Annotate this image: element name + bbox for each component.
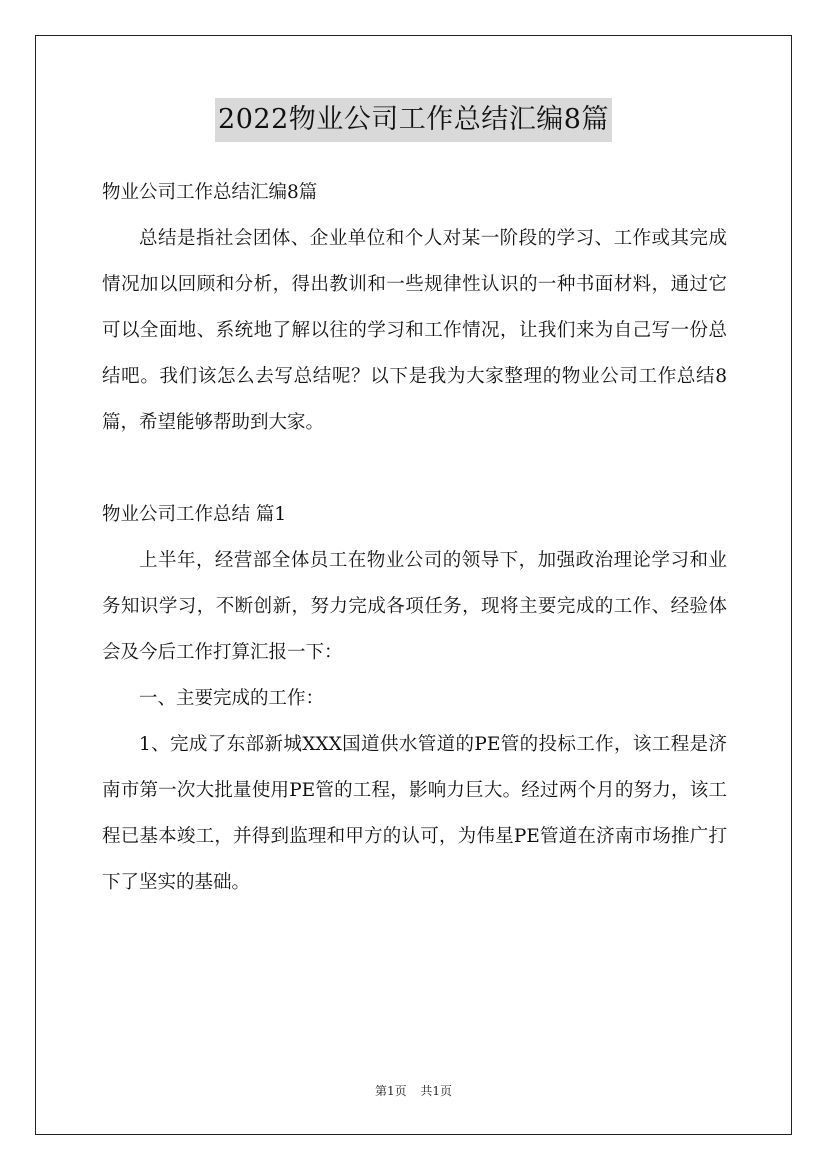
document-title: 2022物业公司工作总结汇编8篇 <box>215 98 612 142</box>
document-body <box>102 170 727 906</box>
body-paragraph-1: 上半年，经营部全体员工在物业公司的领导下，加强政治理论学习和业务知识学习，不断创新，努力完成各项任务，现将主要完成的工作、经验体会及今后工作打算汇报一下： <box>102 550 727 663</box>
title-container <box>0 98 827 142</box>
page-number: 第1页 <box>374 1084 407 1098</box>
intro-paragraph: 总结是指社会团体、企业单位和个人对某一阶段的学习、工作或其完成情况加以回顾和分析，得出教训和一些规律性认识的一种书面材料，通过它可以全面地、系统地了解以往的学习和工作情况，让我们来为自己写一份总结吧。我们该怎么去写总结呢？以下是我为大家整理的物业公司工作总结8篇，希望能够帮助到大家。 <box>102 228 727 433</box>
section-heading: 物业公司工作总结 篇1 <box>102 504 287 525</box>
document-subtitle: 物业公司工作总结汇编8篇 <box>102 182 318 203</box>
page-footer <box>0 1082 827 1099</box>
body-paragraph-2: 一、主要完成的工作： <box>139 688 325 709</box>
body-paragraph-3: 1、完成了东部新城XXX国道供水管道的PE管的投标工作，该工程是济南市第一次大批量使用PE管的工程，影响力巨大。经过两个月的努力，该工程已基本竣工，并得到监理和甲方的认可，为伟星PE管道在济南市场推广打下了坚实的基础。 <box>102 734 727 893</box>
page-total: 共1页 <box>420 1084 453 1098</box>
